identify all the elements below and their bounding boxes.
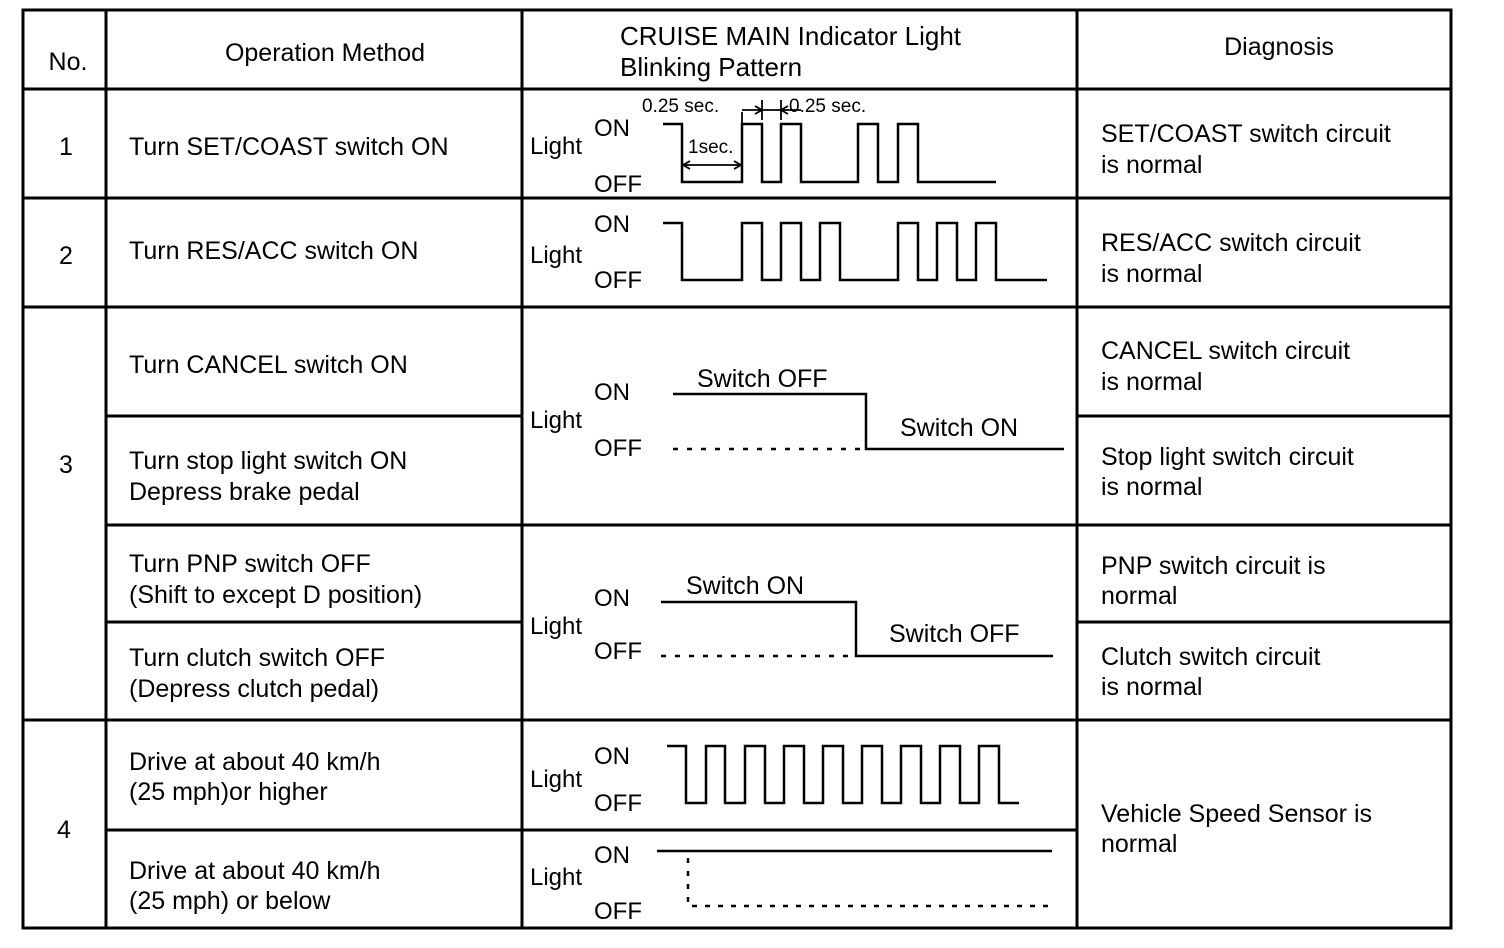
row-number-2: 2 [59, 242, 73, 270]
row-number-4: 4 [57, 816, 71, 844]
header-pattern-line1: CRUISE MAIN Indicator Light [620, 21, 962, 51]
row-numbers [57, 133, 73, 844]
diagnosis-row3-cancel-line2: is normal [1101, 368, 1203, 396]
waveform-row2 [663, 223, 1047, 280]
header-diagnosis: Diagnosis [1224, 33, 1334, 61]
light-label-row2: Light [530, 242, 583, 269]
table-header [49, 21, 1334, 82]
header-operation-method: Operation Method [224, 39, 426, 67]
dimension-025-right-label: 0.25 sec. [789, 96, 867, 117]
method-row3-cancel: Turn CANCEL switch ON [129, 351, 408, 379]
method-row3-clutch-line2: (Depress clutch pedal) [129, 675, 380, 703]
method-row3-pnp-line2: (Shift to except D position) [129, 581, 423, 609]
dimension-1sec-label: 1sec. [688, 137, 734, 158]
on-label-row3a: ON [594, 379, 630, 406]
method-row4-below-line2: (25 mph) or below [129, 887, 331, 915]
diagnosis-row3-cancel-line1: CANCEL switch circuit [1101, 337, 1351, 365]
on-label-row3b: ON [594, 585, 630, 612]
switch-on-label-row3a: Switch ON [900, 414, 1019, 442]
method-row4-higher-line1: Drive at about 40 km/h [129, 748, 381, 776]
diagnosis-column [1101, 120, 1391, 858]
row-number-1: 1 [59, 133, 73, 161]
method-row4-higher-line2: (25 mph)or higher [129, 778, 328, 806]
off-label-row1: OFF [594, 171, 642, 198]
switch-state-labels [686, 365, 1020, 648]
method-row2: Turn RES/ACC switch ON [129, 237, 419, 265]
diagnosis-row2-line1: RES/ACC switch circuit [1101, 229, 1361, 257]
diagnosis-row2-line2: is normal [1101, 260, 1203, 288]
off-label-row2: OFF [594, 267, 642, 294]
waveform-labels [530, 115, 642, 925]
waveform-row4b-dashed [688, 858, 1052, 906]
header-pattern-line2: Blinking Pattern [620, 52, 803, 82]
row-number-3: 3 [59, 451, 73, 479]
light-label-row3b: Light [530, 613, 583, 640]
method-row4-below-line1: Drive at about 40 km/h [129, 857, 381, 885]
off-label-row4b: OFF [594, 898, 642, 925]
light-label-row3a: Light [530, 407, 583, 434]
diagnosis-row4-line1: Vehicle Speed Sensor is [1101, 800, 1373, 828]
switch-off-label-row3a: Switch OFF [697, 365, 828, 393]
waveform-row4a [667, 746, 1019, 803]
light-label-row4a: Light [530, 766, 583, 793]
diagnosis-row3-clutch-line2: is normal [1101, 673, 1203, 701]
method-row1: Turn SET/COAST switch ON [129, 133, 449, 161]
diagnosis-row3-clutch-line1: Clutch switch circuit [1101, 643, 1321, 671]
diagnosis-row4-line2: normal [1101, 830, 1178, 858]
diagnosis-row1-line1: SET/COAST switch circuit [1101, 120, 1391, 148]
switch-on-label-row3b: Switch ON [686, 572, 805, 600]
on-label-row4b: ON [594, 842, 630, 869]
waveforms [657, 124, 1064, 906]
method-row3-stoplight-line1: Turn stop light switch ON [129, 447, 408, 475]
off-label-row3a: OFF [594, 435, 642, 462]
light-label-row1: Light [530, 133, 583, 160]
off-label-row3b: OFF [594, 638, 642, 665]
method-row3-clutch-line1: Turn clutch switch OFF [129, 644, 386, 672]
diagnosis-row3-stoplight-line2: is normal [1101, 473, 1203, 501]
timing-labels [642, 96, 866, 158]
method-row3-stoplight-line2: Depress brake pedal [129, 478, 360, 506]
on-label-row1: ON [594, 115, 630, 142]
light-label-row4b: Light [530, 864, 583, 891]
on-label-row2: ON [594, 211, 630, 238]
diagnosis-row3-pnp-line1: PNP switch circuit is [1101, 552, 1326, 580]
dimension-025-left-label: 0.25 sec. [642, 96, 720, 117]
diagnosis-row3-stoplight-line1: Stop light switch circuit [1101, 443, 1354, 471]
on-label-row4a: ON [594, 743, 630, 770]
diagnosis-row1-line2: is normal [1101, 151, 1203, 179]
method-row3-pnp-line1: Turn PNP switch OFF [129, 550, 371, 578]
header-no: No. [48, 48, 88, 76]
off-label-row4a: OFF [594, 790, 642, 817]
diagnosis-row3-pnp-line2: normal [1101, 582, 1178, 610]
switch-off-label-row3b: Switch OFF [889, 620, 1020, 648]
